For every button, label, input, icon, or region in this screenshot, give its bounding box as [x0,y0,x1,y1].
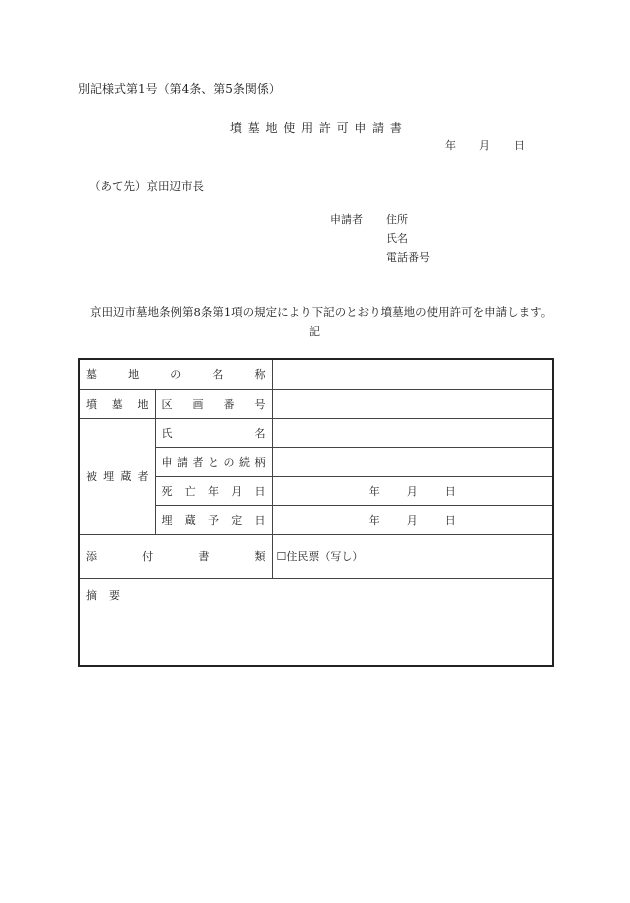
summary-field[interactable] [79,578,553,666]
death-date-label: 死 亡 年 月 日 [161,484,266,498]
buried-name-field[interactable] [272,418,553,447]
applicant-label: 申請者 [330,213,363,226]
burial-date-label: 埋 蔵 予 定 日 [161,513,266,527]
applicant-address-label: 住所 [386,213,408,226]
row-plot-number [79,389,553,418]
page-title: 墳 墓 地 使 用 許 可 申 請 書 [230,121,402,135]
form-number: 別記様式第1号（第4条、第5条関係） [78,82,281,96]
plot-group-label: 墳 墓 地 [86,397,149,411]
row-buried-name [79,418,553,447]
relationship-field[interactable] [272,447,553,476]
relationship-label: 申 請 者 と の 続 柄 [161,455,266,469]
plot-number-label: 区 画 番 号 [161,397,266,411]
addressee: （あて先）京田辺市長 [89,179,204,193]
row-summary [79,578,553,666]
death-date-field[interactable]: 年 月 日 [272,476,553,505]
date-month: 月 [479,139,490,152]
cemetery-name-field[interactable] [272,359,553,389]
plot-number-field[interactable] [272,389,553,418]
application-table [78,358,554,667]
ki-heading: 記 [309,325,320,338]
applicant-phone-label: 電話番号 [386,251,430,264]
date-year: 年 [445,139,456,152]
resident-card-checkbox[interactable]: ☐住民票（写し） [272,534,553,578]
buried-person-group-label: 被 埋 蔵 者 [86,470,149,483]
applicant-name-label: 氏名 [386,232,408,245]
buried-name-label: 氏 名 [161,426,266,440]
summary-label: 摘 要 [86,588,120,602]
burial-date-field[interactable]: 年 月 日 [272,505,553,534]
date-day: 日 [514,139,525,152]
row-attachments [79,534,553,578]
attachments-label: 添 付 書 類 [86,550,266,563]
row-cemetery-name [79,359,553,389]
application-statement: 京田辺市墓地条例第8条第1項の規定により下記のとおり墳墓地の使用許可を申請します。 [90,305,553,319]
cemetery-name-label: 墓 地 の 名 称 [86,368,266,382]
